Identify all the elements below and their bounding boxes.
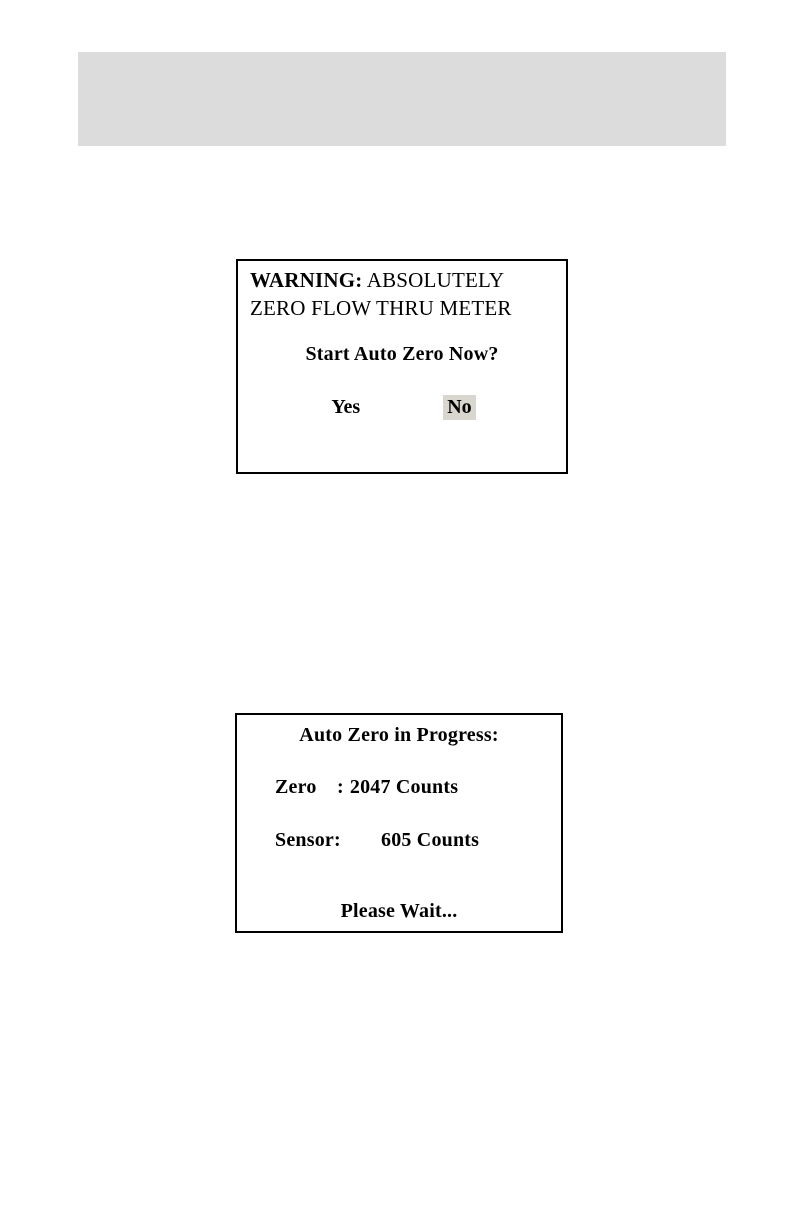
zero-counts-row bbox=[275, 776, 458, 799]
warning-line-1-rest: ABSOLUTELY bbox=[362, 268, 505, 292]
auto-zero-question: Start Auto Zero Now? bbox=[305, 343, 499, 365]
please-wait-text: Please Wait... bbox=[340, 900, 458, 922]
warning-keyword: WARNING: bbox=[250, 268, 363, 292]
sensor-value: 605 Counts bbox=[381, 829, 480, 851]
progress-title: Auto Zero in Progress: bbox=[299, 724, 499, 746]
zero-separator: : bbox=[337, 776, 344, 798]
yes-option[interactable]: Yes bbox=[331, 396, 361, 418]
auto-zero-choices bbox=[238, 395, 566, 420]
zero-label: Zero bbox=[275, 776, 317, 798]
sensor-counts-row bbox=[275, 829, 479, 852]
no-option-selected[interactable]: No bbox=[443, 395, 475, 420]
auto-zero-progress-panel bbox=[235, 713, 563, 933]
page-header-band bbox=[78, 52, 726, 146]
sensor-label: Sensor: bbox=[275, 829, 341, 851]
warning-line-1 bbox=[250, 268, 504, 293]
zero-value: 2047 Counts bbox=[349, 776, 459, 798]
warning-line-2: ZERO FLOW THRU METER bbox=[250, 296, 512, 320]
auto-zero-warning-panel bbox=[236, 259, 568, 474]
